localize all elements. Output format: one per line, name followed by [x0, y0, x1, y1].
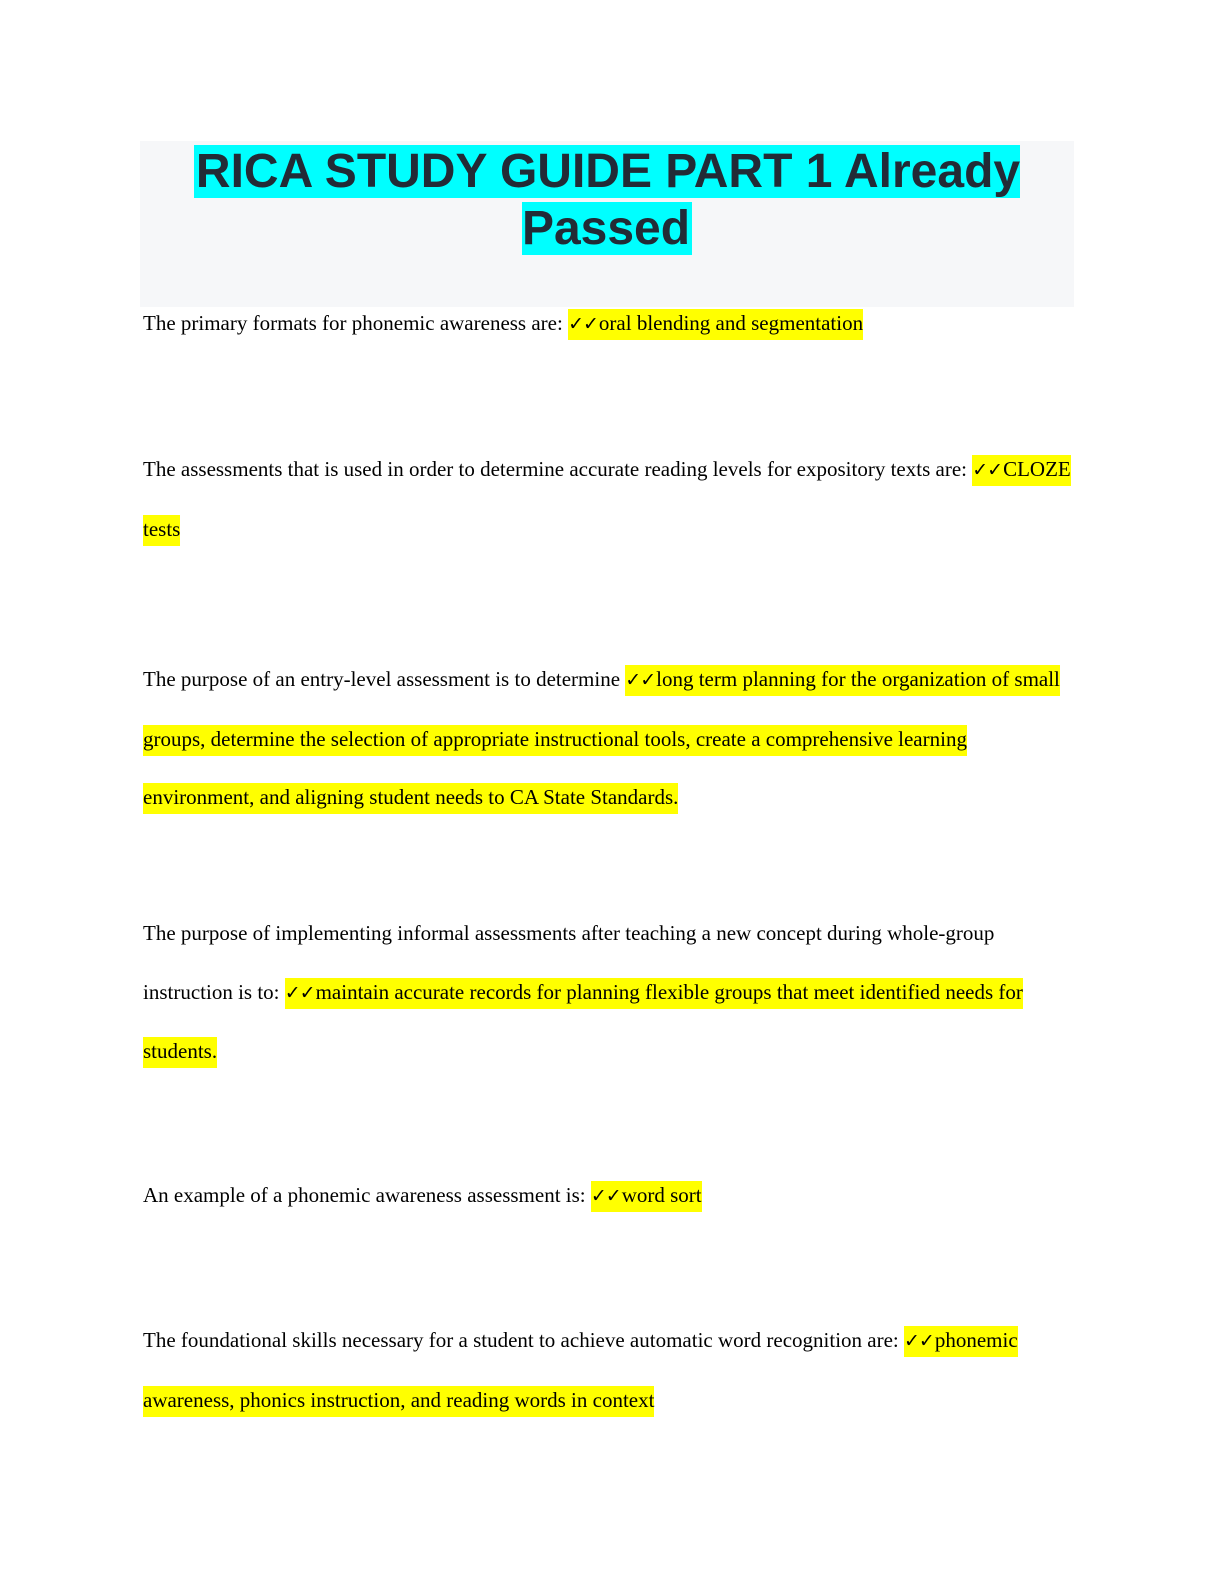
qa-item — [143, 1311, 1078, 1429]
answer-text: word sort — [621, 1183, 702, 1207]
qa-item — [143, 1166, 1078, 1226]
answer-text: CLOZE tests — [143, 457, 1071, 541]
double-check-icon: ✓✓ — [568, 313, 598, 335]
answer-highlight — [591, 1181, 702, 1212]
answer-text: phonemic awareness, phonics instruction, and reading words in context — [143, 1328, 1018, 1412]
question-text: The primary formats for phonemic awareness are: — [143, 311, 569, 335]
question-text: An example of a phonemic awareness assessment is: — [143, 1183, 591, 1207]
question-text: The assessments that is used in order to determine accurate reading levels for expository texts are: — [143, 457, 973, 481]
answer-text: maintain accurate records for planning flexible groups that meet identified needs for students. — [143, 979, 1023, 1063]
document-title: RICA STUDY GUIDE PART 1 Already Passed — [195, 145, 1021, 255]
title-block — [140, 141, 1074, 307]
double-check-icon: ✓✓ — [625, 669, 656, 691]
qa-item — [143, 904, 1078, 1081]
qa-item — [143, 294, 1078, 354]
qa-item — [143, 650, 1078, 827]
answer-highlight — [568, 309, 863, 340]
qa-item — [143, 440, 1078, 558]
double-check-icon: ✓✓ — [590, 1185, 621, 1207]
question-text: The purpose of an entry-level assessment is to determine — [143, 667, 626, 691]
question-text: The foundational skills necessary for a student to achieve automatic word recognition are: — [143, 1328, 904, 1352]
question-text: The purpose of implementing informal assessments after teaching a new concept during whole-group instruction is to: — [143, 921, 995, 1004]
answer-text: oral blending and segmentation — [598, 311, 864, 335]
double-check-icon: ✓✓ — [904, 1330, 934, 1352]
double-check-icon: ✓✓ — [284, 981, 315, 1004]
double-check-icon: ✓✓ — [972, 459, 1003, 481]
answer-text: long term planning for the organization of small groups, determine the selection of appropriate instructional tools, create a comprehensive learning environment, and aligning student needs to CA State Standards. — [143, 667, 1060, 809]
